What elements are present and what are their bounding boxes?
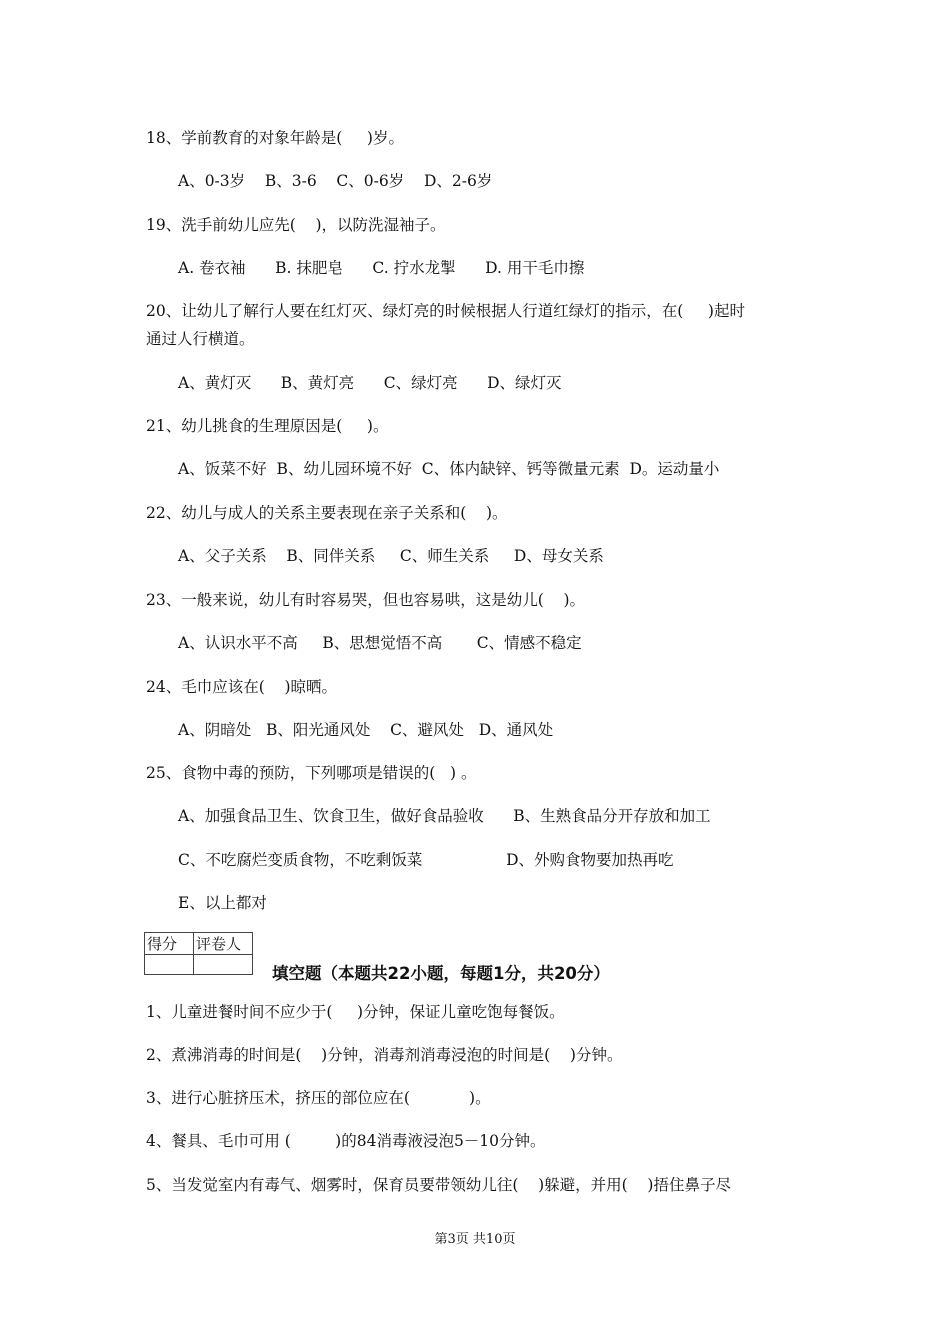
question-25-options-line3: E、以上都对 xyxy=(178,894,267,912)
fill-blank-2: 2、煮沸消毒的时间是( )分钟，消毒剂消毒浸泡的时间是( )分钟。 xyxy=(146,1046,623,1064)
page-footer: 第3页 共10页 xyxy=(434,1232,516,1247)
question-23-stem: 23、一般来说，幼儿有时容易哭，但也容易哄，这是幼儿( )。 xyxy=(146,591,586,609)
score-label: 得分 xyxy=(145,933,194,955)
question-24-stem: 24、毛巾应该在( )晾晒。 xyxy=(146,678,338,696)
question-23-options: A、认识水平不高 B、思想觉悟不高 C、情感不稳定 xyxy=(178,634,582,652)
question-25-stem: 25、食物中毒的预防，下列哪项是错误的( ) 。 xyxy=(146,764,477,782)
fill-blank-1: 1、儿童进餐时间不应少于( )分钟，保证儿童吃饱每餐饭。 xyxy=(146,1003,565,1021)
section-title: 填空题（本题共22小题，每题1分，共20分） xyxy=(272,964,610,983)
question-18-options: A、0-3岁 B、3-6 C、0-6岁 D、2-6岁 xyxy=(178,172,493,190)
question-21-options: A、饭菜不好 B、幼儿园环境不好 C、体内缺锌、钙等微量元素 D。运动量小 xyxy=(178,460,720,478)
score-box xyxy=(144,932,253,975)
question-20-stem-line1: 20、让幼儿了解行人要在红灯灭、绿灯亮的时候根据人行道红绿灯的指示，在( )起时 xyxy=(146,302,745,320)
fill-blank-3: 3、进行心脏挤压术，挤压的部位应在( )。 xyxy=(146,1089,491,1107)
question-24-options: A、阴暗处 B、阳光通风处 C、避风处 D、通风处 xyxy=(178,721,554,739)
fill-blank-4: 4、餐具、毛巾可用 ( )的84消毒液浸泡5－10分钟。 xyxy=(146,1132,546,1150)
question-21-stem: 21、幼儿挑食的生理原因是( )。 xyxy=(146,417,389,435)
score-cell xyxy=(145,955,194,975)
fill-blank-5: 5、当发觉室内有毒气、烟雾时，保育员要带领幼儿往( )躲避，并用( )捂住鼻子尽 xyxy=(146,1176,731,1194)
question-22-stem: 22、幼儿与成人的关系主要表现在亲子关系和( )。 xyxy=(146,504,508,522)
question-22-options: A、父子关系 B、同伴关系 C、师生关系 D、母女关系 xyxy=(178,547,604,565)
question-18-stem: 18、学前教育的对象年龄是( )岁。 xyxy=(146,129,404,147)
question-25-options-line2: C、不吃腐烂变质食物，不吃剩饭菜 D、外购食物要加热再吃 xyxy=(178,851,674,869)
question-20-stem-line2: 通过人行横道。 xyxy=(146,330,255,348)
question-19-stem: 19、洗手前幼儿应先( )，以防洗湿袖子。 xyxy=(146,216,446,234)
grader-label: 评卷人 xyxy=(194,933,253,955)
question-19-options: A. 卷衣袖 B. 抹肥皂 C. 拧水龙掣 D. 用干毛巾擦 xyxy=(178,259,585,277)
grader-cell xyxy=(194,955,253,975)
question-20-options: A、黄灯灭 B、黄灯亮 C、绿灯亮 D、绿灯灭 xyxy=(178,374,562,392)
question-25-options-line1: A、加强食品卫生、饮食卫生，做好食品验收 B、生熟食品分开存放和加工 xyxy=(178,807,711,825)
